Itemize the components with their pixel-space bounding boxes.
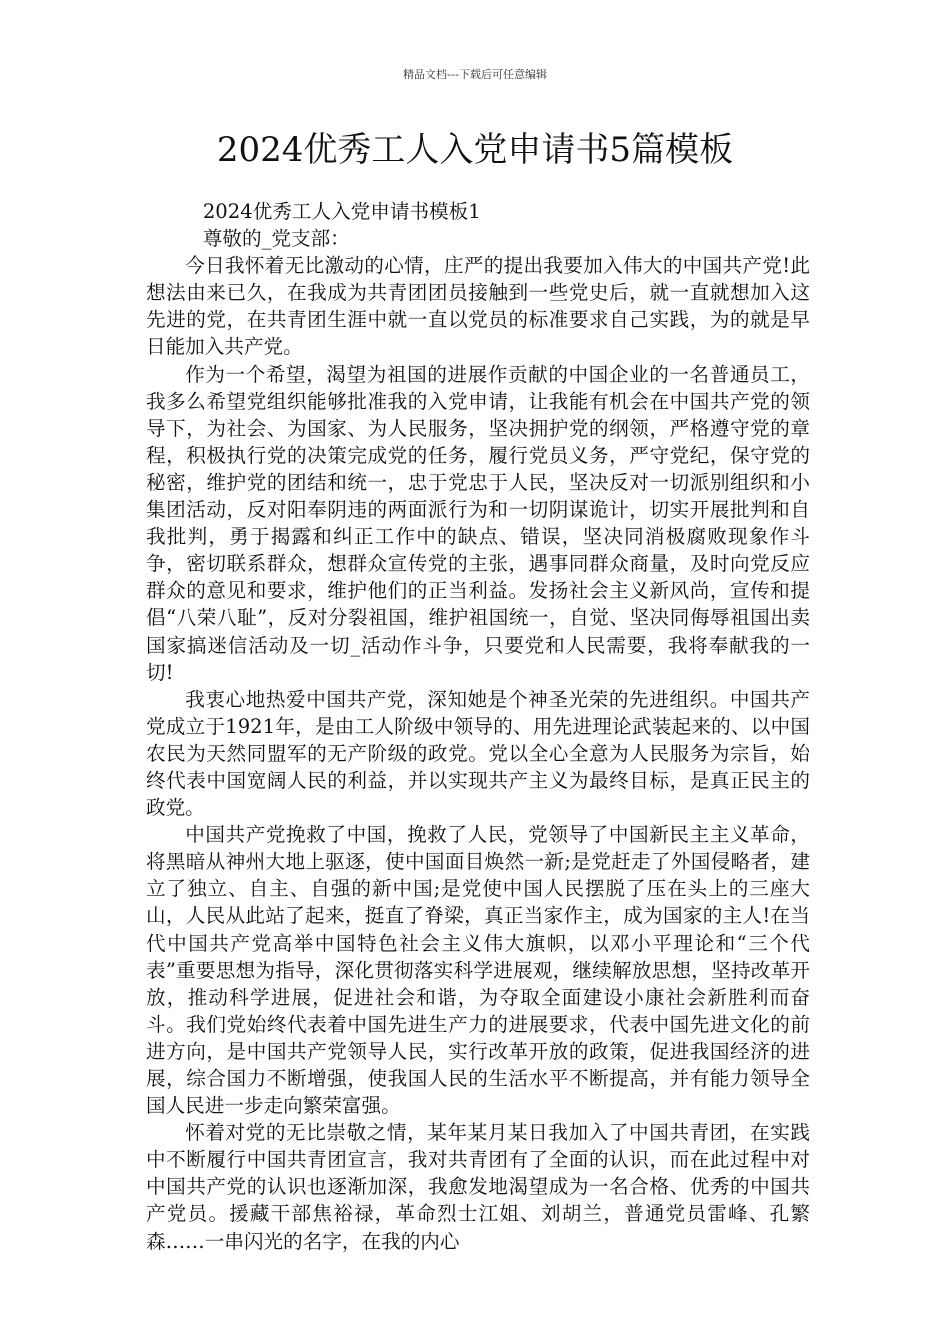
document-body xyxy=(146,198,810,1255)
paragraph: 怀着对党的无比崇敬之情，某年某月某日我加入了中国共青团，在实践中不断履行中国共青团宣言，我对共青团有了全面的认识，而在此过程中对中国共产党的认识也逐渐加深，我愈发地渴望成为一名合格、优秀的中国共产党员。援藏干部焦裕禄，革命烈士江姐、刘胡兰，普通党员雷峰、孔繁森……一串闪光的名字，在我的内心 xyxy=(146,1121,810,1253)
paragraph: 今日我怀着无比激动的心情，庄严的提出我要加入伟大的中国共产党!此想法由来已久，在我成为共青团团员接触到一些党史后，就一直就想加入这先进的党，在共青团生涯中就一直以党员的标准要求自己实践，为的就是早日能加入共产党。 xyxy=(146,254,810,359)
document-title: 2024优秀工人入党申请书5篇模板 xyxy=(216,130,734,170)
paragraph: 作为一个希望，渴望为祖国的进展作贡献的中国企业的一名普通员工，我多么希望党组织能够批准我的入党申请，让我能有机会在中国共产党的领导下，为社会、为国家、为人民服务，坚决拥护党的纲领，严格遵守党的章程，积极执行党的决策完成党的任务，履行党员义务，严守党纪，保守党的秘密，维护党的团结和统一，忠于党忠于人民，坚决反对一切派别组织和小集团活动，反对阳奉阴违的两面派行为和一切阴谋诡计，切实开展批判和自我批判，勇于揭露和纠正工作中的缺点、错误，坚决同消极腐败现象作斗争，密切联系群众，想群众宣传党的主张，遇事同群众商量，及时向党反应群众的意见和要求，维护他们的正当利益。发扬社会主义新风尚，宣传和提倡“八荣八耻”，反对分裂祖国，维护祖国统一，自觉、坚决同侮辱祖国出卖国家搞迷信活动及一切_活动作斗争，只要党和人民需要，我将奉献我的一切! xyxy=(146,362,810,684)
paragraph: 我衷心地热爱中国共产党，深知她是个神圣光荣的先进组织。中国共产党成立于1921年，是由工人阶级中领导的、用先进理论武装起来的、以中国农民为天然同盟军的无产阶级的政党。党以全心全意为人民服务为宗旨，始终代表中国宽阔人民的利益，并以实现共产主义为最终目标，是真正民主的政党。 xyxy=(146,687,810,820)
salutation: 尊敬的_党支部： xyxy=(202,227,350,251)
header-note: 精品文档---下载后可任意编辑 xyxy=(403,68,547,81)
section-heading: 2024优秀工人入党申请书模板1 xyxy=(202,200,481,223)
paragraph: 中国共产党挽救了中国，挽救了人民，党领导了中国新民主主义革命，将黑暗从神州大地上驱逐，使中国面目焕然一新;是党赶走了外国侵略者，建立了独立、自主、自强的新中国;是党使中国人民摆脱了压在头上的三座大山，人民从此站了起来，挺直了脊梁，真正当家作主，成为国家的主人!在当代中国共产党高举中国特色社会主义伟大旗帜，以邓小平理论和“三个代表”重要思想为指导，深化贯彻落实科学进展观，继续解放思想，坚持改革开放，推动科学进展，促进社会和谐，为夺取全面建设小康社会新胜利而奋斗。我们党始终代表着中国先进生产力的进展要求，代表中国先进文化的前进方向，是中国共产党领导人民，实行改革开放的政策，促进我国经济的进展，综合国力不断增强，使我国人民的生活水平不断提高，并有能力领导全国人民进一步走向繁荣富强。 xyxy=(146,823,810,1118)
